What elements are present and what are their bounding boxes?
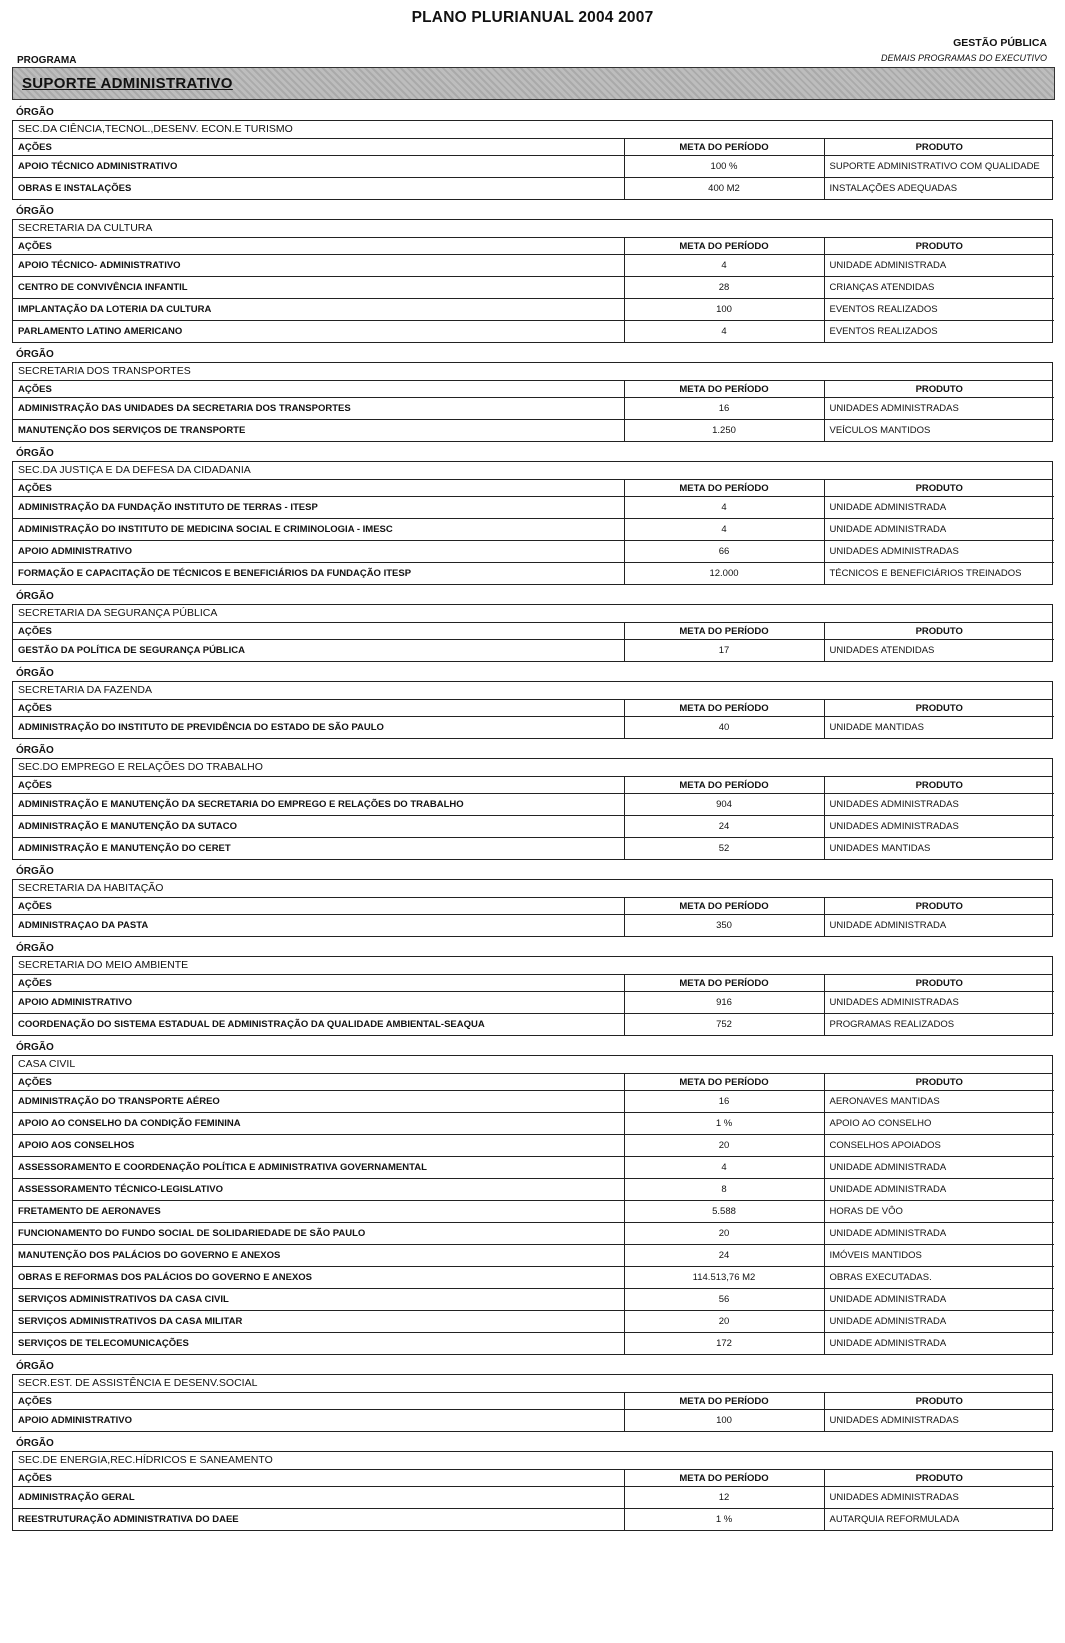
meta-cell: 400 M2 bbox=[624, 178, 824, 200]
produto-header: PRODUTO bbox=[824, 238, 1054, 255]
acoes-table bbox=[13, 975, 1054, 1035]
table-header-row bbox=[13, 480, 1054, 497]
orgao-section bbox=[12, 1451, 1053, 1531]
table-row bbox=[13, 1179, 1054, 1201]
meta-cell: 28 bbox=[624, 277, 824, 299]
orgao-name: SECRETARIA DA FAZENDA bbox=[13, 682, 1052, 700]
acoes-table bbox=[13, 777, 1054, 859]
acao-cell: FRETAMENTO DE AERONAVES bbox=[13, 1201, 624, 1223]
meta-header: META DO PERÍODO bbox=[624, 898, 824, 915]
produto-cell: IMÓVEIS MANTIDOS bbox=[824, 1245, 1054, 1267]
produto-cell: UNIDADES MANTIDAS bbox=[824, 838, 1054, 860]
meta-cell: 16 bbox=[624, 398, 824, 420]
meta-cell: 20 bbox=[624, 1223, 824, 1245]
acoes-header: AÇÕES bbox=[13, 777, 624, 794]
produto-cell: UNIDADES ADMINISTRADAS bbox=[829, 997, 959, 1008]
acao-cell: SERVIÇOS ADMINISTRATIVOS DA CASA MILITAR bbox=[13, 1311, 624, 1333]
programa-name: SUPORTE ADMINISTRATIVO bbox=[22, 75, 233, 92]
meta-cell: 100 % bbox=[624, 156, 824, 178]
meta-cell: 1 % bbox=[624, 1113, 824, 1135]
table-row bbox=[13, 717, 1054, 739]
table-row bbox=[13, 915, 1054, 937]
produto-header: PRODUTO bbox=[824, 700, 1054, 717]
meta-cell: 20 bbox=[624, 1135, 824, 1157]
acao-cell: IMPLANTAÇÃO DA LOTERIA DA CULTURA bbox=[13, 299, 624, 321]
meta-cell: 12.000 bbox=[624, 563, 824, 585]
produto-cell: UNIDADE ADMINISTRADA bbox=[824, 1157, 1054, 1179]
orgao-label: ÓRGÃO bbox=[16, 107, 54, 118]
table-header-row bbox=[13, 1074, 1054, 1091]
meta-cell: 4 bbox=[624, 519, 824, 541]
orgao-section bbox=[12, 681, 1053, 739]
meta-header: META DO PERÍODO bbox=[624, 700, 824, 717]
acoes-table bbox=[13, 700, 1054, 738]
document-title: PLANO PLURIANUAL 2004 2007 bbox=[411, 9, 654, 26]
produto-header: PRODUTO bbox=[824, 1393, 1054, 1410]
produto-cell: AUTARQUIA REFORMULADA bbox=[824, 1509, 1054, 1531]
acao-cell: PARLAMENTO LATINO AMERICANO bbox=[13, 321, 624, 343]
table-row bbox=[13, 1289, 1054, 1311]
meta-header: META DO PERÍODO bbox=[624, 480, 824, 497]
orgao-label: ÓRGÃO bbox=[16, 591, 54, 602]
meta-cell: 8 bbox=[624, 1179, 824, 1201]
orgao-name: SECRETARIA DA SEGURANÇA PÚBLICA bbox=[13, 605, 1052, 623]
acao-cell: APOIO ADMINISTRATIVO bbox=[13, 541, 624, 563]
orgao-section bbox=[12, 461, 1053, 585]
orgao-name: SECRETARIA DOS TRANSPORTES bbox=[13, 363, 1052, 381]
table-row bbox=[13, 1014, 1054, 1036]
orgao-sections bbox=[12, 106, 1053, 1536]
acao-cell: ADMINISTRAÇAO DA PASTA bbox=[18, 920, 149, 931]
acao-cell: REESTRUTURAÇÃO ADMINISTRATIVA DO DAEE bbox=[13, 1509, 624, 1531]
produto-cell: CRIANÇAS ATENDIDAS bbox=[824, 277, 1054, 299]
acao-cell: APOIO AO CONSELHO DA CONDIÇÃO FEMININA bbox=[13, 1113, 624, 1135]
meta-cell: 66 bbox=[624, 541, 824, 563]
table-row bbox=[13, 299, 1054, 321]
meta-header: META DO PERÍODO bbox=[624, 975, 824, 992]
meta-cell: 752 bbox=[624, 1014, 824, 1036]
table-row bbox=[13, 1091, 1054, 1113]
table-header-row bbox=[13, 898, 1054, 915]
orgao-label: ÓRGÃO bbox=[16, 206, 54, 217]
table-row bbox=[13, 1201, 1054, 1223]
table-row bbox=[13, 541, 1054, 563]
produto-cell: PROGRAMAS REALIZADOS bbox=[824, 1014, 1054, 1036]
orgao-name: SECRETARIA DO MEIO AMBIENTE bbox=[13, 957, 1052, 975]
produto-header: PRODUTO bbox=[824, 1470, 1054, 1487]
orgao-name: SECR.EST. DE ASSISTÊNCIA E DESENV.SOCIAL bbox=[13, 1375, 1052, 1393]
meta-cell: 100 bbox=[624, 1410, 824, 1432]
table-row bbox=[13, 497, 1054, 519]
produto-cell: UNIDADES ADMINISTRADAS bbox=[829, 1492, 959, 1503]
meta-cell: 4 bbox=[624, 321, 824, 343]
produto-cell: UNIDADES ADMINISTRADAS bbox=[824, 541, 1054, 563]
acoes-header: AÇÕES bbox=[13, 139, 624, 156]
table-row bbox=[13, 1245, 1054, 1267]
acao-cell: ADMINISTRAÇÃO DO TRANSPORTE AÉREO bbox=[18, 1096, 220, 1107]
table-row bbox=[13, 519, 1054, 541]
produto-cell: EVENTOS REALIZADOS bbox=[824, 299, 1054, 321]
meta-header: META DO PERÍODO bbox=[624, 1074, 824, 1091]
orgao-section bbox=[12, 362, 1053, 442]
orgao-section bbox=[12, 956, 1053, 1036]
produto-cell: UNIDADES ATENDIDAS bbox=[829, 645, 935, 656]
produto-cell: UNIDADE ADMINISTRADA bbox=[829, 920, 947, 931]
produto-cell: UNIDADES ADMINISTRADAS bbox=[829, 1415, 959, 1426]
orgao-name: SECRETARIA DA CULTURA bbox=[13, 220, 1052, 238]
acao-cell: ADMINISTRAÇÃO DAS UNIDADES DA SECRETARIA DOS TRANSPORTES bbox=[18, 403, 351, 414]
meta-cell: 16 bbox=[624, 1091, 824, 1113]
acao-cell: APOIO TÉCNICO ADMINISTRATIVO bbox=[18, 161, 178, 172]
acao-cell: GESTÃO DA POLÍTICA DE SEGURANÇA PÚBLICA bbox=[18, 645, 245, 656]
meta-header: META DO PERÍODO bbox=[624, 139, 824, 156]
produto-cell: SUPORTE ADMINISTRATIVO COM QUALIDADE bbox=[829, 161, 1040, 172]
table-row bbox=[13, 1487, 1054, 1509]
produto-header: PRODUTO bbox=[824, 1074, 1054, 1091]
meta-header: META DO PERÍODO bbox=[624, 1393, 824, 1410]
orgao-section bbox=[12, 879, 1053, 937]
acoes-table bbox=[13, 623, 1054, 661]
acao-cell: APOIO ADMINISTRATIVO bbox=[18, 1415, 132, 1426]
produto-cell: UNIDADE ADMINISTRADA bbox=[824, 1289, 1054, 1311]
orgao-label: ÓRGÃO bbox=[16, 866, 54, 877]
table-row bbox=[13, 816, 1054, 838]
acoes-header: AÇÕES bbox=[13, 1393, 624, 1410]
meta-header: META DO PERÍODO bbox=[624, 381, 824, 398]
produto-cell: UNIDADES ADMINISTRADAS bbox=[829, 799, 959, 810]
acao-cell: FUNCIONAMENTO DO FUNDO SOCIAL DE SOLIDARIEDADE DE SÃO PAULO bbox=[13, 1223, 624, 1245]
acao-cell: APOIO ADMINISTRATIVO bbox=[18, 997, 132, 1008]
table-row bbox=[13, 1267, 1054, 1289]
produto-cell: OBRAS EXECUTADAS. bbox=[824, 1267, 1054, 1289]
acoes-header: AÇÕES bbox=[13, 1074, 624, 1091]
orgao-label: ÓRGÃO bbox=[16, 668, 54, 679]
acao-cell: ADMINISTRAÇÃO DO INSTITUTO DE MEDICINA SOCIAL E CRIMINOLOGIA - IMESC bbox=[13, 519, 624, 541]
meta-cell: 172 bbox=[624, 1333, 824, 1355]
gestao-heading: GESTÃO PÚBLICA bbox=[953, 37, 1047, 49]
table-header-row bbox=[13, 777, 1054, 794]
produto-cell: TÉCNICOS E BENEFICIÁRIOS TREINADOS bbox=[824, 563, 1054, 585]
orgao-name: CASA CIVIL bbox=[13, 1056, 1052, 1074]
meta-cell: 1 % bbox=[624, 1509, 824, 1531]
meta-cell: 4 bbox=[624, 255, 824, 277]
table-header-row bbox=[13, 975, 1054, 992]
table-row bbox=[13, 1113, 1054, 1135]
produto-header: PRODUTO bbox=[824, 381, 1054, 398]
acao-cell: ASSESSORAMENTO E COORDENAÇÃO POLÍTICA E ADMINISTRATIVA GOVERNAMENTAL bbox=[13, 1157, 624, 1179]
acoes-table bbox=[13, 898, 1054, 936]
orgao-name: SEC.DA JUSTIÇA E DA DEFESA DA CIDADANIA bbox=[13, 462, 1052, 480]
meta-cell: 114.513,76 M2 bbox=[624, 1267, 824, 1289]
acoes-table bbox=[13, 1393, 1054, 1431]
table-row bbox=[13, 178, 1054, 200]
acao-cell: SERVIÇOS DE TELECOMUNICAÇÕES bbox=[13, 1333, 624, 1355]
produto-cell: CONSELHOS APOIADOS bbox=[824, 1135, 1054, 1157]
acao-cell: MANUTENÇÃO DOS PALÁCIOS DO GOVERNO E ANEXOS bbox=[13, 1245, 624, 1267]
acao-cell: ADMINISTRAÇÃO E MANUTENÇÃO DA SUTACO bbox=[13, 816, 624, 838]
produto-header: PRODUTO bbox=[824, 480, 1054, 497]
table-row bbox=[13, 1223, 1054, 1245]
table-row bbox=[13, 420, 1054, 442]
produto-header: PRODUTO bbox=[824, 898, 1054, 915]
produto-header: PRODUTO bbox=[824, 139, 1054, 156]
acao-cell: ASSESSORAMENTO TÉCNICO-LEGISLATIVO bbox=[13, 1179, 624, 1201]
table-row bbox=[13, 1157, 1054, 1179]
acao-cell: ADMINISTRAÇÃO DA FUNDAÇÃO INSTITUTO DE TERRAS - ITESP bbox=[18, 502, 318, 513]
acoes-header: AÇÕES bbox=[13, 700, 624, 717]
acoes-header: AÇÕES bbox=[13, 480, 624, 497]
produto-cell: UNIDADE ADMINISTRADA bbox=[824, 1179, 1054, 1201]
acoes-table bbox=[13, 139, 1054, 199]
meta-header: META DO PERÍODO bbox=[624, 623, 824, 640]
produto-cell: UNIDADES ADMINISTRADAS bbox=[829, 403, 959, 414]
table-row bbox=[13, 156, 1054, 178]
orgao-section bbox=[12, 120, 1053, 200]
orgao-name: SECRETARIA DA HABITAÇÃO bbox=[13, 880, 1052, 898]
produto-cell: AERONAVES MANTIDAS bbox=[829, 1096, 940, 1107]
table-row bbox=[13, 794, 1054, 816]
acao-cell: APOIO AOS CONSELHOS bbox=[13, 1135, 624, 1157]
table-header-row bbox=[13, 623, 1054, 640]
table-row bbox=[13, 838, 1054, 860]
table-row bbox=[13, 1410, 1054, 1432]
produto-cell: UNIDADE ADMINISTRADA bbox=[824, 1311, 1054, 1333]
acoes-header: AÇÕES bbox=[13, 623, 624, 640]
programa-label: PROGRAMA bbox=[17, 55, 77, 66]
table-row bbox=[13, 1333, 1054, 1355]
orgao-label: ÓRGÃO bbox=[16, 943, 54, 954]
acao-cell: OBRAS E REFORMAS DOS PALÁCIOS DO GOVERNO E ANEXOS bbox=[13, 1267, 624, 1289]
table-row bbox=[13, 1135, 1054, 1157]
table-row bbox=[13, 992, 1054, 1014]
meta-cell: 12 bbox=[624, 1487, 824, 1509]
meta-cell: 24 bbox=[624, 1245, 824, 1267]
table-header-row bbox=[13, 139, 1054, 156]
orgao-label: ÓRGÃO bbox=[16, 745, 54, 756]
acoes-header: AÇÕES bbox=[13, 238, 624, 255]
meta-cell: 40 bbox=[624, 717, 824, 739]
programa-bar bbox=[12, 67, 1055, 100]
produto-cell: EVENTOS REALIZADOS bbox=[824, 321, 1054, 343]
meta-cell: 52 bbox=[624, 838, 824, 860]
acoes-header: AÇÕES bbox=[13, 898, 624, 915]
table-row bbox=[13, 563, 1054, 585]
meta-cell: 904 bbox=[624, 794, 824, 816]
acoes-header: AÇÕES bbox=[13, 975, 624, 992]
table-row bbox=[13, 255, 1054, 277]
acoes-header: AÇÕES bbox=[13, 381, 624, 398]
orgao-label: ÓRGÃO bbox=[16, 1361, 54, 1372]
orgao-section bbox=[12, 1374, 1053, 1432]
meta-cell: 20 bbox=[624, 1311, 824, 1333]
acoes-table bbox=[13, 480, 1054, 584]
produto-header: PRODUTO bbox=[824, 975, 1054, 992]
produto-cell: UNIDADE ADMINISTRADA bbox=[829, 260, 947, 271]
acao-cell: ADMINISTRAÇÃO DO INSTITUTO DE PREVIDÊNCIA DO ESTADO DE SÃO PAULO bbox=[18, 722, 384, 733]
produto-cell: UNIDADE ADMINISTRADA bbox=[824, 1333, 1054, 1355]
table-row bbox=[13, 277, 1054, 299]
demais-programas-subheading: DEMAIS PROGRAMAS DO EXECUTIVO bbox=[880, 53, 1047, 63]
acoes-table bbox=[13, 381, 1054, 441]
meta-cell: 350 bbox=[624, 915, 824, 937]
meta-cell: 17 bbox=[624, 640, 824, 662]
table-header-row bbox=[13, 1470, 1054, 1487]
produto-cell: INSTALAÇÕES ADEQUADAS bbox=[824, 178, 1054, 200]
meta-cell: 4 bbox=[624, 1157, 824, 1179]
acao-cell: MANUTENÇÃO DOS SERVIÇOS DE TRANSPORTE bbox=[13, 420, 624, 442]
produto-cell: UNIDADE ADMINISTRADA bbox=[824, 1223, 1054, 1245]
acao-cell: OBRAS E INSTALAÇÕES bbox=[13, 178, 624, 200]
acao-cell: ADMINISTRAÇÃO GERAL bbox=[18, 1492, 135, 1503]
table-row bbox=[13, 398, 1054, 420]
produto-header: PRODUTO bbox=[824, 777, 1054, 794]
table-header-row bbox=[13, 381, 1054, 398]
orgao-section bbox=[12, 219, 1053, 343]
table-row bbox=[13, 321, 1054, 343]
orgao-section bbox=[12, 1055, 1053, 1355]
orgao-name: SEC.DO EMPREGO E RELAÇÕES DO TRABALHO bbox=[13, 759, 1052, 777]
acoes-table bbox=[13, 1074, 1054, 1354]
meta-cell: 56 bbox=[624, 1289, 824, 1311]
orgao-section bbox=[12, 604, 1053, 662]
produto-cell: HORAS DE VÔO bbox=[824, 1201, 1054, 1223]
meta-cell: 24 bbox=[624, 816, 824, 838]
orgao-label: ÓRGÃO bbox=[16, 1042, 54, 1053]
table-header-row bbox=[13, 238, 1054, 255]
acoes-table bbox=[13, 1470, 1054, 1530]
produto-cell: UNIDADE ADMINISTRADA bbox=[824, 519, 1054, 541]
meta-cell: 916 bbox=[624, 992, 824, 1014]
produto-cell: VEÍCULOS MANTIDOS bbox=[824, 420, 1054, 442]
meta-cell: 100 bbox=[624, 299, 824, 321]
table-header-row bbox=[13, 700, 1054, 717]
orgao-label: ÓRGÃO bbox=[16, 1438, 54, 1449]
acao-cell: ADMINISTRAÇÃO E MANUTENÇÃO DO CERET bbox=[13, 838, 624, 860]
meta-cell: 1.250 bbox=[624, 420, 824, 442]
acao-cell: APOIO TÉCNICO- ADMINISTRATIVO bbox=[18, 260, 181, 271]
acao-cell: SERVIÇOS ADMINISTRATIVOS DA CASA CIVIL bbox=[13, 1289, 624, 1311]
acoes-table bbox=[13, 238, 1054, 342]
produto-header: PRODUTO bbox=[824, 623, 1054, 640]
acao-cell: CENTRO DE CONVIVÊNCIA INFANTIL bbox=[13, 277, 624, 299]
table-row bbox=[13, 1311, 1054, 1333]
acao-cell: ADMINISTRAÇÃO E MANUTENÇÃO DA SECRETARIA DO EMPREGO E RELAÇÕES DO TRABALHO bbox=[18, 799, 464, 810]
produto-cell: UNIDADES ADMINISTRADAS bbox=[824, 816, 1054, 838]
meta-header: META DO PERÍODO bbox=[624, 777, 824, 794]
produto-cell: UNIDADE MANTIDAS bbox=[829, 722, 924, 733]
meta-header: META DO PERÍODO bbox=[624, 238, 824, 255]
orgao-name: SEC.DA CIÊNCIA,TECNOL.,DESENV. ECON.E TURISMO bbox=[13, 121, 1052, 139]
table-row bbox=[13, 640, 1054, 662]
acao-cell: COORDENAÇÃO DO SISTEMA ESTADUAL DE ADMINISTRAÇÃO DA QUALIDADE AMBIENTAL-SEAQUA bbox=[13, 1014, 624, 1036]
table-header-row bbox=[13, 1393, 1054, 1410]
acao-cell: FORMAÇÃO E CAPACITAÇÃO DE TÉCNICOS E BENEFICIÁRIOS DA FUNDAÇÃO ITESP bbox=[13, 563, 624, 585]
produto-cell: APOIO AO CONSELHO bbox=[824, 1113, 1054, 1135]
orgao-name: SEC.DE ENERGIA,REC.HÍDRICOS E SANEAMENTO bbox=[13, 1452, 1052, 1470]
orgao-label: ÓRGÃO bbox=[16, 349, 54, 360]
orgao-label: ÓRGÃO bbox=[16, 448, 54, 459]
meta-header: META DO PERÍODO bbox=[624, 1470, 824, 1487]
orgao-section bbox=[12, 758, 1053, 860]
produto-cell: UNIDADE ADMINISTRADA bbox=[829, 502, 947, 513]
table-row bbox=[13, 1509, 1054, 1531]
acoes-header: AÇÕES bbox=[13, 1470, 624, 1487]
meta-cell: 5.588 bbox=[624, 1201, 824, 1223]
meta-cell: 4 bbox=[624, 497, 824, 519]
